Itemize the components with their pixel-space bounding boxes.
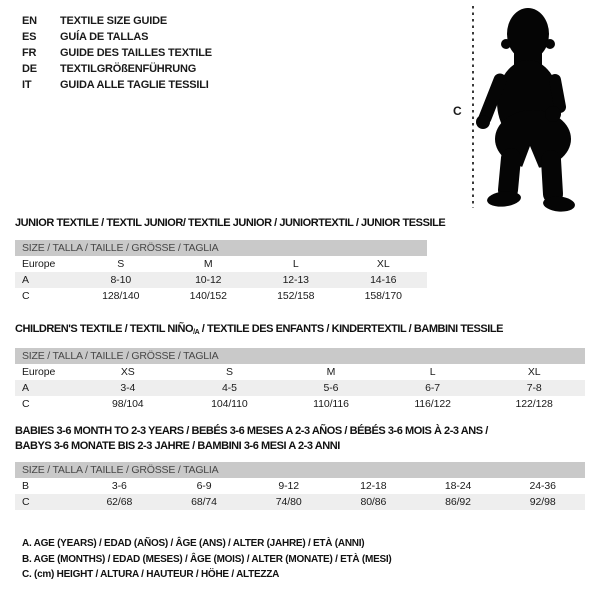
size-cell: XS bbox=[120, 366, 135, 378]
age-cell: 8-10 bbox=[110, 274, 132, 286]
babies-title-line-1: BABIES 3-6 MONTH TO 2-3 YEARS / BEBÉS 3-6 MESES A 2-3 AÑOS / BÉBÉS 3-6 MOIS À 2-3 ANS / bbox=[15, 425, 488, 437]
language-title: TEXTILGRÖßENFÜHRUNG bbox=[60, 63, 197, 75]
size-cell: S bbox=[225, 366, 233, 378]
language-code: IT bbox=[22, 79, 32, 91]
babies-title-line-2: BABYS 3-6 MONATE BIS 2-3 JAHRE / BAMBINI 3-6 MESI A 2-3 ANNI bbox=[15, 440, 340, 452]
months-cell: 6-9 bbox=[196, 480, 212, 492]
height-cell: 92/98 bbox=[529, 496, 556, 508]
junior-size-table bbox=[15, 240, 427, 304]
language-title: TEXTILE SIZE GUIDE bbox=[60, 15, 168, 27]
children-size-table bbox=[15, 348, 585, 412]
title-subscript: /A bbox=[193, 329, 200, 336]
table-row-age bbox=[15, 380, 585, 396]
language-code: FR bbox=[22, 47, 37, 59]
legend bbox=[22, 536, 392, 583]
language-code: EN bbox=[22, 15, 37, 27]
language-row-de bbox=[22, 61, 212, 77]
table-row-height bbox=[15, 396, 585, 412]
row-label: B bbox=[22, 480, 29, 492]
age-cell: 5-6 bbox=[323, 382, 339, 394]
size-header-bar: SIZE / TALLA / TAILLE / GRÖSSE / TAGLIA bbox=[15, 240, 427, 256]
age-cell: 14-16 bbox=[370, 274, 397, 286]
height-cell: 140/152 bbox=[189, 290, 227, 302]
age-cell: 3-4 bbox=[120, 382, 136, 394]
size-cell: L bbox=[292, 258, 299, 270]
toddler-silhouette-image bbox=[448, 2, 598, 216]
toddler-silhouette-shape bbox=[476, 8, 576, 213]
language-row-fr bbox=[22, 45, 212, 61]
height-cell: 80/86 bbox=[360, 496, 387, 508]
months-cell: 18-24 bbox=[444, 480, 472, 492]
size-cell: M bbox=[203, 258, 213, 270]
height-marker-label: C bbox=[453, 104, 462, 118]
babies-table-title bbox=[15, 424, 488, 454]
row-label: C bbox=[22, 398, 30, 410]
age-cell: 12-13 bbox=[282, 274, 309, 286]
months-cell: 12-18 bbox=[360, 480, 387, 492]
age-cell: 7-8 bbox=[526, 382, 542, 394]
legend-line-age-years: A. AGE (YEARS) / EDAD (AÑOS) / ÂGE (ANS) / ALTER (JAHRE) / ETÀ (ANNI) bbox=[22, 538, 365, 549]
language-title-list bbox=[22, 13, 212, 93]
height-cell: 104/110 bbox=[211, 398, 248, 410]
table-row-months bbox=[15, 478, 585, 494]
height-cell: 122/128 bbox=[515, 398, 553, 410]
size-cell: XL bbox=[376, 258, 390, 270]
legend-line-age-months: B. AGE (MONTHS) / EDAD (MESES) / ÂGE (MOIS) / ALTER (MONATE) / ETÀ (MESI) bbox=[22, 553, 392, 565]
height-cell: 128/140 bbox=[102, 290, 140, 302]
row-label: Europe bbox=[22, 366, 56, 378]
language-row-es bbox=[22, 29, 212, 45]
row-label: C bbox=[22, 290, 30, 302]
title-part: CHILDREN'S TEXTILE / TEXTIL NIÑO bbox=[15, 323, 194, 335]
size-cell: S bbox=[117, 258, 125, 270]
age-cell: 10-12 bbox=[195, 274, 222, 286]
months-cell: 3-6 bbox=[111, 480, 127, 492]
language-code: ES bbox=[22, 31, 37, 43]
table-row-europe bbox=[15, 364, 585, 380]
age-cell: 6-7 bbox=[425, 382, 441, 394]
language-row-en bbox=[22, 13, 212, 29]
size-cell: M bbox=[326, 366, 336, 378]
babies-size-table bbox=[15, 462, 585, 510]
row-label: A bbox=[22, 382, 29, 394]
size-cell: XL bbox=[527, 366, 541, 378]
row-label: Europe bbox=[22, 258, 56, 270]
language-code: DE bbox=[22, 63, 37, 75]
language-title: GUIDA ALLE TAGLIE TESSILI bbox=[60, 79, 209, 91]
junior-table-title: JUNIOR TEXTILE / TEXTIL JUNIOR/ TEXTILE JUNIOR / JUNIORTEXTIL / JUNIOR TESSILE bbox=[15, 217, 446, 229]
height-cell: 152/158 bbox=[277, 290, 315, 302]
age-cell: 4-5 bbox=[221, 382, 237, 394]
title-part: / TEXTILE DES ENFANTS / KINDERTEXTIL / BAMBINI TESSILE bbox=[199, 323, 504, 335]
months-cell: 24-36 bbox=[529, 480, 556, 492]
size-cell: L bbox=[429, 366, 436, 378]
height-cell: 68/74 bbox=[191, 496, 217, 508]
height-cell: 86/92 bbox=[445, 496, 471, 508]
legend-line-height: C. (cm) HEIGHT / ALTURA / HAUTEUR / HÖHE / ALTEZZA bbox=[22, 569, 280, 580]
size-header-bar: SIZE / TALLA / TAILLE / GRÖSSE / TAGLIA bbox=[15, 462, 585, 478]
table-row-europe bbox=[15, 256, 427, 272]
height-cell: 158/170 bbox=[364, 290, 402, 302]
height-cell: 116/122 bbox=[414, 398, 451, 410]
row-label: A bbox=[22, 274, 29, 286]
table-row-height bbox=[15, 288, 427, 304]
height-cell: 98/104 bbox=[112, 398, 144, 410]
table-row-age bbox=[15, 272, 427, 288]
size-header-bar: SIZE / TALLA / TAILLE / GRÖSSE / TAGLIA bbox=[15, 348, 585, 364]
height-cell: 110/116 bbox=[313, 398, 349, 410]
row-label: C bbox=[22, 496, 30, 508]
language-title: GUIDE DES TAILLES TEXTILE bbox=[60, 47, 212, 59]
months-cell: 9-12 bbox=[278, 480, 299, 492]
table-row-height bbox=[15, 494, 585, 510]
height-cell: 62/68 bbox=[106, 496, 133, 508]
children-table-title bbox=[15, 322, 503, 340]
language-title: GUÍA DE TALLAS bbox=[60, 31, 149, 43]
language-row-it bbox=[22, 77, 212, 93]
height-cell: 74/80 bbox=[275, 496, 302, 508]
